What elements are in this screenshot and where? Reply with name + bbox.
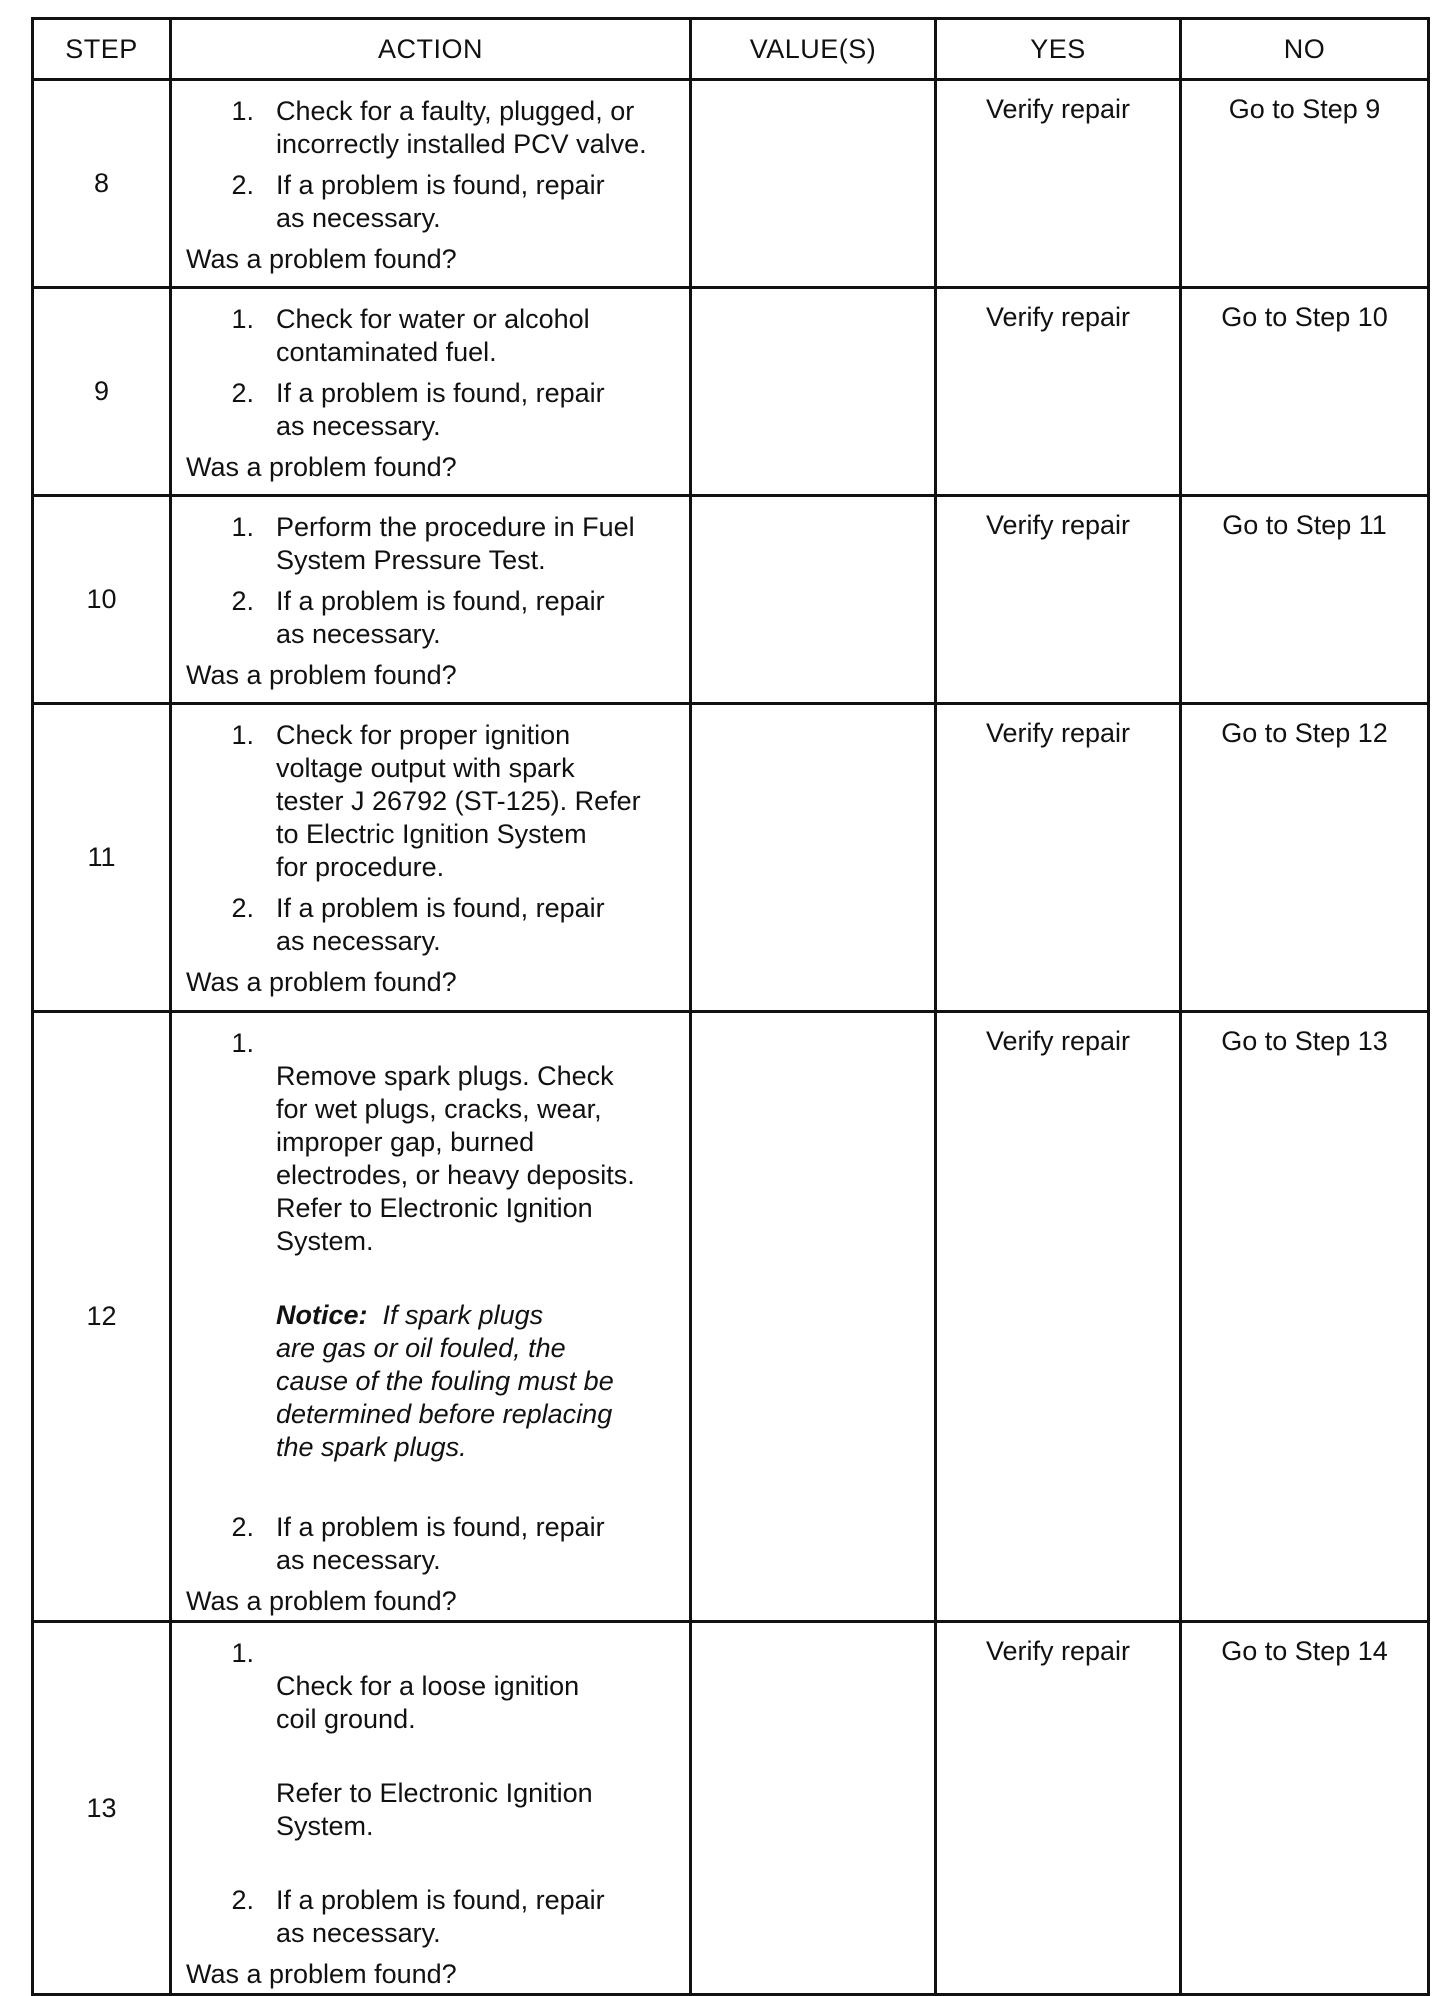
header-values: VALUE(S): [691, 19, 936, 80]
action-item-text: If a problem is found, repair as necessary.: [276, 170, 605, 233]
action-item-text: If a problem is found, repair as necessary.: [276, 893, 605, 956]
table-row: [33, 1012, 1429, 1622]
action-item-number: 2.: [231, 170, 254, 200]
action-question: Was a problem found?: [186, 660, 457, 690]
action-item: [186, 1027, 675, 1503]
notice-text: If spark plugs are gas or oil fouled, the cause of the fouling must be determined before replacing the spark plugs.: [276, 1300, 614, 1462]
notice-block: [276, 1299, 675, 1464]
no-cell: Go to Step 11: [1181, 496, 1429, 704]
action-item-text: Check for a faulty, plugged, or incorrectly installed PCV valve.: [276, 96, 647, 159]
action-item: [186, 303, 675, 369]
action-cell: [171, 704, 691, 1012]
action-item: [186, 1637, 675, 1876]
yes-cell: Verify repair: [936, 1012, 1181, 1622]
action-item-text: Check for proper ignition voltage output with spark tester J 26792 (ST-125). Refer to Electric Ignition System for procedure.: [276, 720, 641, 882]
action-item: [186, 1511, 675, 1577]
table-row: [33, 288, 1429, 496]
no-cell: Go to Step 13: [1181, 1012, 1429, 1622]
action-item: [186, 892, 675, 958]
action-item: [186, 169, 675, 235]
table-row: [33, 1622, 1429, 1995]
action-item-text: If a problem is found, repair as necessary.: [276, 1512, 605, 1575]
step-number: 13: [33, 1622, 171, 1995]
value-cell: [691, 1012, 936, 1622]
header-yes: YES: [936, 19, 1181, 80]
action-item-number: 1.: [231, 1638, 254, 1668]
step-number: 8: [33, 80, 171, 288]
action-item: [186, 1884, 675, 1950]
action-item-text: Perform the procedure in Fuel System Pressure Test.: [276, 512, 635, 575]
action-item-number: 2.: [231, 378, 254, 408]
action-item-body: [276, 1637, 675, 1876]
diagnostic-table: [31, 17, 1430, 1996]
action-item: [186, 719, 675, 884]
action-item-text: Check for a loose ignition coil ground.: [276, 1671, 580, 1734]
yes-cell: Verify repair: [936, 496, 1181, 704]
no-cell: Go to Step 12: [1181, 704, 1429, 1012]
action-item-text: If a problem is found, repair as necessary.: [276, 1885, 605, 1948]
table-row: [33, 704, 1429, 1012]
action-item-text: Check for water or alcohol contaminated fuel.: [276, 304, 590, 367]
action-item-number: 2.: [231, 893, 254, 923]
table-row: [33, 496, 1429, 704]
action-item-text: Remove spark plugs. Check for wet plugs, cracks, wear, improper gap, burned electrodes, or heavy deposits. Refer to Electronic Ignition System.: [276, 1061, 635, 1256]
table-row: [33, 80, 1429, 288]
action-item-number: 2.: [231, 586, 254, 616]
value-cell: [691, 288, 936, 496]
action-item-body: [276, 1027, 675, 1503]
header-row: [33, 19, 1429, 80]
action-question: Was a problem found?: [186, 244, 457, 274]
action-item-text: If a problem is found, repair as necessary.: [276, 378, 605, 441]
step-number: 10: [33, 496, 171, 704]
step-number: 9: [33, 288, 171, 496]
action-cell: [171, 80, 691, 288]
header-step: STEP: [33, 19, 171, 80]
action-cell: [171, 288, 691, 496]
yes-cell: Verify repair: [936, 288, 1181, 496]
action-item-number: 2.: [231, 1512, 254, 1542]
action-item-text: If a problem is found, repair as necessary.: [276, 586, 605, 649]
action-item-extra: Refer to Electronic Ignition System.: [276, 1778, 593, 1841]
action-item-number: 1.: [231, 96, 254, 126]
action-item: [186, 511, 675, 577]
notice-label: Notice:: [276, 1300, 368, 1330]
step-number: 11: [33, 704, 171, 1012]
yes-cell: Verify repair: [936, 80, 1181, 288]
step-number: 12: [33, 1012, 171, 1622]
action-question: Was a problem found?: [186, 452, 457, 482]
action-item: [186, 377, 675, 443]
action-item: [186, 95, 675, 161]
action-question: Was a problem found?: [186, 1959, 457, 1989]
value-cell: [691, 496, 936, 704]
action-item: [186, 585, 675, 651]
yes-cell: Verify repair: [936, 704, 1181, 1012]
action-item-number: 1.: [231, 1028, 254, 1058]
no-cell: Go to Step 14: [1181, 1622, 1429, 1995]
action-cell: [171, 496, 691, 704]
action-cell: [171, 1012, 691, 1622]
no-cell: Go to Step 9: [1181, 80, 1429, 288]
action-item-number: 1.: [231, 304, 254, 334]
action-item-number: 1.: [231, 512, 254, 542]
value-cell: [691, 704, 936, 1012]
no-cell: Go to Step 10: [1181, 288, 1429, 496]
value-cell: [691, 80, 936, 288]
header-no: NO: [1181, 19, 1429, 80]
yes-cell: Verify repair: [936, 1622, 1181, 1995]
action-item-number: 2.: [231, 1885, 254, 1915]
action-cell: [171, 1622, 691, 1995]
value-cell: [691, 1622, 936, 1995]
header-action: ACTION: [171, 19, 691, 80]
action-item-number: 1.: [231, 720, 254, 750]
action-question: Was a problem found?: [186, 967, 457, 997]
action-question: Was a problem found?: [186, 1586, 457, 1616]
